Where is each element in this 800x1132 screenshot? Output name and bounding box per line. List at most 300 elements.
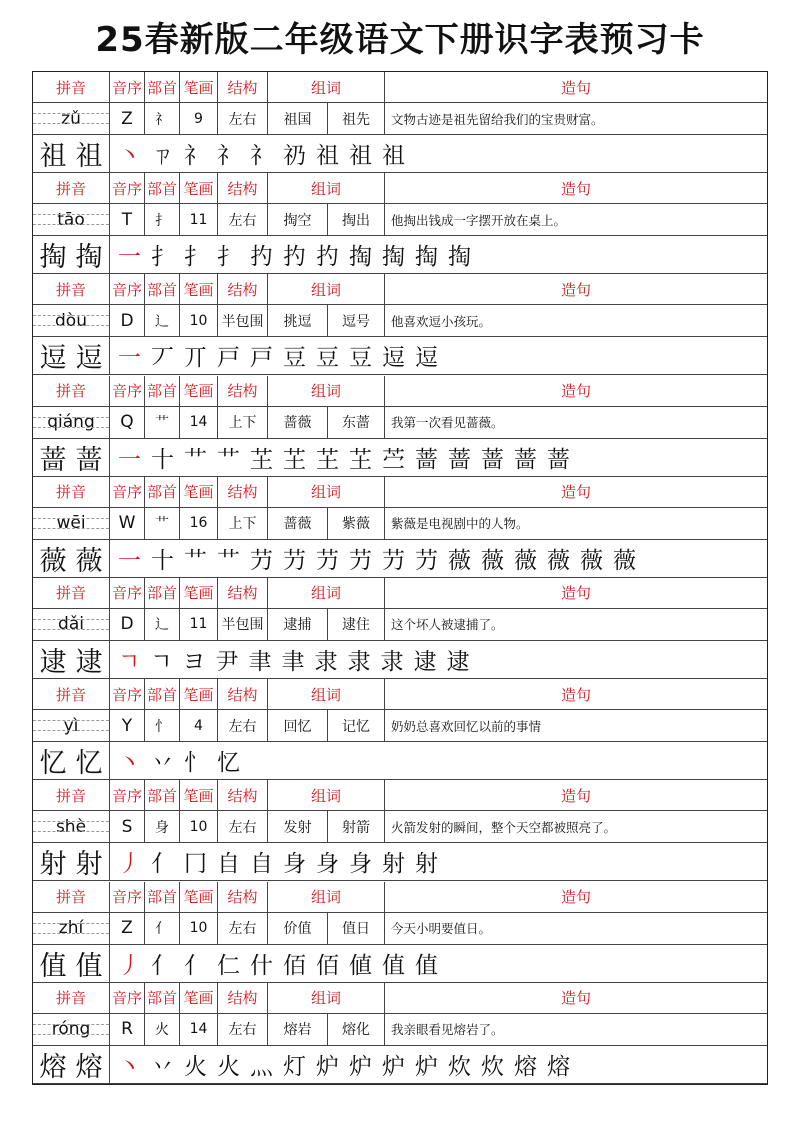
cell-radical: 忄 [145, 710, 180, 741]
header-sentence: 造句 [560, 382, 591, 401]
header-row [33, 72, 767, 103]
stroke-step: 什 [250, 952, 273, 979]
character-card [33, 679, 767, 780]
stroke-step: 丶 [118, 1053, 141, 1080]
stroke-step: 艹 [217, 547, 240, 574]
stroke-step: 芏 [283, 446, 306, 473]
stroke-step: 逗 [415, 345, 438, 372]
stroke-order-sequence [110, 135, 767, 172]
cell-pinyin: qiáng [33, 407, 110, 438]
character-card [33, 578, 767, 679]
header-words: 组词 [268, 983, 385, 1013]
cell-word2: 紫薇 [328, 508, 385, 539]
stroke-step: 扌 [184, 244, 207, 271]
cell-pinyin: dǎi [33, 609, 110, 640]
cell-sentence: 他掏出钱成一字摆开放在桌上。 [391, 212, 567, 228]
stroke-row [33, 540, 767, 578]
header-pinyin: 拼音 [33, 578, 110, 608]
stroke-step: 掏 [415, 244, 438, 271]
stroke-step: 值 [415, 952, 438, 979]
stroke-step: 蔷 [514, 446, 537, 473]
header-order: 音序 [110, 983, 145, 1013]
stroke-step: 十 [151, 446, 174, 473]
stroke-step: 丿 [118, 851, 141, 878]
stroke-step: 一 [118, 345, 141, 372]
stroke-step: 丶 [118, 750, 141, 777]
character-glyph: 逮 [39, 646, 67, 678]
stroke-step: 豆 [349, 345, 372, 372]
cell-letter: S [110, 811, 145, 842]
header-structure: 结构 [218, 578, 268, 608]
stroke-order-sequence [110, 641, 767, 678]
stroke-step: 一 [118, 244, 141, 271]
character-glyph: 祖 [75, 141, 103, 172]
cell-radical: 火 [145, 1014, 180, 1045]
cell-structure: 左右 [218, 710, 268, 741]
header-structure: 结构 [218, 274, 268, 304]
header-row [33, 477, 767, 508]
stroke-order-sequence [110, 439, 767, 476]
stroke-step: 芀 [250, 547, 273, 574]
header-row [33, 983, 767, 1014]
header-structure: 结构 [218, 477, 268, 507]
stroke-step: 礽 [283, 143, 306, 169]
cell-letter: R [110, 1014, 145, 1045]
character-glyph: 蔷 [75, 444, 103, 476]
cell-structure: 上下 [218, 407, 268, 438]
cell-strokes: 11 [180, 204, 218, 235]
header-row [33, 578, 767, 609]
cell-sentence: 这个坏人被逮捕了。 [391, 617, 504, 633]
stroke-step: 佰 [316, 952, 339, 979]
header-sentence: 造句 [560, 685, 591, 704]
cell-word1: 挑逗 [268, 305, 328, 336]
character-display [33, 1046, 110, 1083]
cell-letter: Q [110, 407, 145, 438]
character-card [33, 274, 767, 375]
header-strokes: 笔画 [180, 882, 218, 912]
header-strokes: 笔画 [180, 578, 218, 608]
character-glyph: 祖 [39, 141, 67, 172]
stroke-step: 隶 [314, 648, 338, 675]
stroke-order-sequence [110, 1046, 767, 1083]
header-structure: 结构 [218, 679, 268, 709]
stroke-step: 十 [151, 547, 174, 574]
character-display [33, 439, 110, 476]
cell-strokes: 10 [180, 811, 218, 842]
stroke-step: 薇 [481, 547, 504, 574]
cell-structure: 左右 [218, 1014, 268, 1045]
cell-word1: 蔷薇 [268, 508, 328, 539]
stroke-step: 扌 [217, 244, 240, 271]
cell-sentence: 紫薇是电视剧中的人物。 [391, 516, 529, 532]
stroke-step: 芏 [250, 446, 273, 473]
header-order: 音序 [110, 780, 145, 810]
cell-pinyin: tāo [33, 204, 110, 235]
cell-word2: 东蔷 [328, 407, 385, 438]
data-row [33, 508, 767, 540]
stroke-row [33, 1046, 767, 1084]
data-row [33, 811, 767, 843]
header-radical: 部首 [145, 780, 180, 810]
header-words: 组词 [268, 477, 385, 507]
stroke-step: 艹 [184, 547, 207, 574]
stroke-step: 薇 [613, 547, 636, 574]
stroke-step: 掏 [349, 244, 372, 271]
cell-word1: 价值 [268, 913, 328, 944]
header-radical: 部首 [145, 983, 180, 1013]
header-strokes: 笔画 [180, 72, 218, 102]
header-strokes: 笔画 [180, 376, 218, 406]
header-radical: 部首 [145, 679, 180, 709]
stroke-step: 尹 [215, 648, 239, 675]
header-row [33, 173, 767, 204]
stroke-step: 蔷 [481, 446, 504, 473]
header-radical: 部首 [145, 477, 180, 507]
header-words: 组词 [268, 72, 385, 102]
cell-pinyin: róng [33, 1014, 110, 1045]
header-radical: 部首 [145, 882, 180, 912]
header-order: 音序 [110, 274, 145, 304]
stroke-order-sequence [110, 945, 767, 982]
header-strokes: 笔画 [180, 983, 218, 1013]
character-card [33, 173, 767, 274]
character-display [33, 945, 110, 982]
header-strokes: 笔画 [180, 173, 218, 203]
character-display [33, 742, 110, 779]
stroke-step: ㄱ [118, 648, 141, 675]
page-title: 25春新版二年级语文下册识字表预习卡 [95, 20, 705, 60]
character-display [33, 843, 110, 880]
cell-pinyin: dòu [33, 305, 110, 336]
header-row [33, 274, 767, 305]
stroke-row [33, 843, 767, 881]
cell-letter: T [110, 204, 145, 235]
stroke-step: 芀 [316, 547, 339, 574]
header-radical: 部首 [145, 274, 180, 304]
stroke-step: 自 [250, 851, 273, 878]
stroke-step: 値 [349, 952, 372, 979]
cell-radical: 艹 [145, 407, 180, 438]
header-order: 音序 [110, 72, 145, 102]
stroke-step: 薇 [580, 547, 603, 574]
stroke-step: 丷 [151, 750, 174, 777]
stroke-step: 佰 [283, 952, 306, 979]
cell-word1: 逮捕 [268, 609, 328, 640]
header-sentence: 造句 [560, 786, 591, 805]
data-row [33, 103, 767, 135]
header-strokes: 笔画 [180, 679, 218, 709]
stroke-step: 一 [118, 446, 141, 473]
header-words: 组词 [268, 173, 385, 203]
character-glyph: 薇 [75, 545, 103, 577]
data-row [33, 913, 767, 945]
header-structure: 结构 [218, 983, 268, 1013]
stroke-step: 礻 [217, 143, 240, 169]
character-glyph: 逗 [39, 343, 67, 375]
stroke-step: 苎 [382, 446, 405, 473]
stroke-step: 隶 [347, 648, 371, 675]
cell-letter: Y [110, 710, 145, 741]
stroke-step: 射 [415, 851, 438, 878]
character-glyph: 逮 [75, 646, 103, 678]
stroke-step: 丿 [118, 952, 141, 979]
cell-sentence: 他喜欢逗小孩玩。 [391, 313, 492, 329]
stroke-step: 祖 [382, 143, 405, 169]
cell-structure: 左右 [218, 913, 268, 944]
cell-radical: 身 [145, 811, 180, 842]
cell-strokes: 14 [180, 407, 218, 438]
stroke-row [33, 337, 767, 375]
header-words: 组词 [268, 780, 385, 810]
stroke-order-sequence [110, 540, 767, 577]
cell-pinyin: zǔ [33, 103, 110, 134]
stroke-step: 礻 [184, 143, 207, 169]
cell-strokes: 10 [180, 913, 218, 944]
cell-structure: 半包围 [218, 609, 268, 640]
header-words: 组词 [268, 578, 385, 608]
character-card [33, 882, 767, 983]
stroke-step: 炉 [349, 1053, 372, 1080]
header-words: 组词 [268, 376, 385, 406]
stroke-step: 扚 [316, 244, 339, 271]
stroke-step: 自 [217, 851, 240, 878]
cell-letter: Z [110, 913, 145, 944]
cell-strokes: 16 [180, 508, 218, 539]
stroke-step: 亻 [151, 952, 174, 979]
cell-word2: 逮住 [328, 609, 385, 640]
cell-radical: 亻 [145, 913, 180, 944]
header-radical: 部首 [145, 173, 180, 203]
character-glyph: 值 [39, 950, 67, 982]
cell-pinyin: wēi [33, 508, 110, 539]
character-glyph: 忆 [39, 748, 67, 780]
stroke-step: 身 [283, 851, 306, 878]
stroke-order-sequence [110, 236, 767, 273]
header-pinyin: 拼音 [33, 477, 110, 507]
header-radical: 部首 [145, 578, 180, 608]
header-words: 组词 [268, 274, 385, 304]
header-sentence: 造句 [560, 78, 591, 97]
stroke-step: 戸 [217, 345, 240, 372]
character-glyph: 蔷 [39, 444, 67, 476]
stroke-step: 值 [382, 952, 405, 979]
stroke-step: 薇 [514, 547, 537, 574]
stroke-step: ㄗ [151, 143, 174, 169]
header-sentence: 造句 [560, 888, 591, 906]
data-row [33, 1014, 767, 1046]
cell-word1: 祖国 [268, 103, 328, 134]
stroke-step: 身 [316, 851, 339, 878]
stroke-step: 炉 [316, 1053, 339, 1080]
cell-structure: 上下 [218, 508, 268, 539]
character-display [33, 540, 110, 577]
header-structure: 结构 [218, 882, 268, 912]
character-glyph: 射 [75, 849, 103, 881]
header-strokes: 笔画 [180, 274, 218, 304]
character-display [33, 641, 110, 678]
cell-radical: 艹 [145, 508, 180, 539]
stroke-step: 蔷 [448, 446, 471, 473]
cell-pinyin: zhí [33, 913, 110, 944]
character-display [33, 337, 110, 374]
cell-strokes: 11 [180, 609, 218, 640]
stroke-step: 炊 [448, 1053, 471, 1080]
header-sentence: 造句 [560, 179, 591, 198]
character-display [33, 236, 110, 273]
cell-structure: 半包围 [218, 305, 268, 336]
stroke-step: 蔷 [415, 446, 438, 473]
header-pinyin: 拼音 [33, 72, 110, 102]
character-glyph: 忆 [75, 748, 103, 780]
stroke-step: 薇 [547, 547, 570, 574]
character-card [33, 477, 767, 578]
cell-sentence: 文物古迹是祖先留给我们的宝贵财富。 [391, 111, 604, 127]
cell-word1: 回忆 [268, 710, 328, 741]
cell-structure: 左右 [218, 811, 268, 842]
stroke-step: 冂 [184, 851, 207, 878]
stroke-order-sequence [110, 843, 767, 880]
cell-word1: 掏空 [268, 204, 328, 235]
stroke-step: 扚 [250, 244, 273, 271]
header-order: 音序 [110, 477, 145, 507]
header-structure: 结构 [218, 780, 268, 810]
cell-pinyin: yì [33, 710, 110, 741]
stroke-row [33, 135, 767, 173]
stroke-step: 豆 [316, 345, 339, 372]
stroke-step: 火 [217, 1053, 240, 1080]
cell-pinyin: shè [33, 811, 110, 842]
header-structure: 结构 [218, 173, 268, 203]
stroke-step: 逮 [446, 648, 470, 675]
header-sentence: 造句 [560, 483, 591, 502]
cell-word1: 熔岩 [268, 1014, 328, 1045]
header-row [33, 679, 767, 710]
header-sentence: 造句 [560, 280, 591, 299]
stroke-step: 炊 [481, 1053, 504, 1080]
stroke-step: 祖 [316, 143, 339, 169]
cell-structure: 左右 [218, 204, 268, 235]
stroke-step: 芏 [316, 446, 339, 473]
stroke-row [33, 742, 767, 780]
header-order: 音序 [110, 679, 145, 709]
data-row [33, 305, 767, 337]
stroke-row [33, 439, 767, 477]
stroke-step: 仁 [217, 952, 240, 979]
header-radical: 部首 [145, 376, 180, 406]
cell-word2: 射箭 [328, 811, 385, 842]
stroke-step: 芀 [283, 547, 306, 574]
stroke-order-sequence [110, 337, 767, 374]
stroke-step: 灬 [250, 1053, 273, 1080]
cell-strokes: 4 [180, 710, 218, 741]
stroke-step: 炉 [382, 1053, 405, 1080]
stroke-step: 火 [184, 1053, 207, 1080]
header-pinyin: 拼音 [33, 983, 110, 1013]
header-structure: 结构 [218, 376, 268, 406]
data-row [33, 710, 767, 742]
header-order: 音序 [110, 882, 145, 912]
stroke-step: 薇 [448, 547, 471, 574]
cell-word2: 值日 [328, 913, 385, 944]
cell-word1: 发射 [268, 811, 328, 842]
stroke-step: 艹 [217, 446, 240, 473]
character-glyph: 掏 [75, 242, 103, 274]
cell-radical: 礻 [145, 103, 180, 134]
stroke-step: 聿 [248, 648, 272, 675]
header-row [33, 882, 767, 913]
stroke-step: 丶 [118, 143, 141, 169]
stroke-step: 亻 [151, 851, 174, 878]
character-glyph: 射 [39, 849, 67, 881]
header-pinyin: 拼音 [33, 376, 110, 406]
header-pinyin: 拼音 [33, 173, 110, 203]
stroke-step: 芀 [349, 547, 372, 574]
stroke-step: 丌 [184, 345, 207, 372]
cell-word2: 逗号 [328, 305, 385, 336]
cell-word2: 熔化 [328, 1014, 385, 1045]
stroke-step: 艹 [184, 446, 207, 473]
stroke-step: 戸 [250, 345, 273, 372]
stroke-step: 掏 [382, 244, 405, 271]
character-card [33, 72, 767, 173]
stroke-step: 身 [349, 851, 372, 878]
stroke-step: 聿 [281, 648, 305, 675]
character-glyph: 逗 [75, 343, 103, 375]
header-words: 组词 [268, 679, 385, 709]
stroke-step: 芏 [349, 446, 372, 473]
cell-structure: 左右 [218, 103, 268, 134]
stroke-step: 灯 [283, 1053, 306, 1080]
stroke-step: 忆 [217, 750, 240, 777]
cell-sentence: 我第一次看见蔷薇。 [391, 415, 504, 431]
header-words: 组词 [268, 882, 385, 912]
cell-strokes: 10 [180, 305, 218, 336]
stroke-step: 熔 [514, 1053, 537, 1080]
stroke-step: ㄱ [150, 648, 173, 675]
header-pinyin: 拼音 [33, 780, 110, 810]
header-row [33, 780, 767, 811]
cell-sentence: 火箭发射的瞬间，整个天空都被照亮了。 [391, 819, 617, 835]
data-row [33, 204, 767, 236]
stroke-step: 亻 [184, 952, 207, 979]
header-pinyin: 拼音 [33, 274, 110, 304]
cell-word2: 记忆 [328, 710, 385, 741]
stroke-step: 忄 [184, 750, 207, 777]
cell-letter: D [110, 609, 145, 640]
stroke-step: 丷 [151, 1053, 174, 1080]
cell-sentence: 奶奶总喜欢回忆以前的事情 [391, 718, 542, 734]
character-table [32, 71, 768, 1085]
header-structure: 结构 [218, 72, 268, 102]
stroke-step: 掏 [448, 244, 471, 271]
cell-letter: W [110, 508, 145, 539]
cell-letter: D [110, 305, 145, 336]
stroke-step: 祖 [349, 143, 372, 169]
cell-word2: 掏出 [328, 204, 385, 235]
character-card [33, 780, 767, 881]
stroke-step: 逗 [382, 345, 405, 372]
character-glyph: 值 [75, 950, 103, 982]
cell-letter: Z [110, 103, 145, 134]
cell-strokes: 14 [180, 1014, 218, 1045]
header-sentence: 造句 [560, 584, 591, 603]
header-pinyin: 拼音 [33, 882, 110, 912]
stroke-step: 熔 [547, 1053, 570, 1080]
cell-radical: 辶 [145, 609, 180, 640]
header-strokes: 笔画 [180, 477, 218, 507]
header-sentence: 造句 [560, 989, 591, 1008]
